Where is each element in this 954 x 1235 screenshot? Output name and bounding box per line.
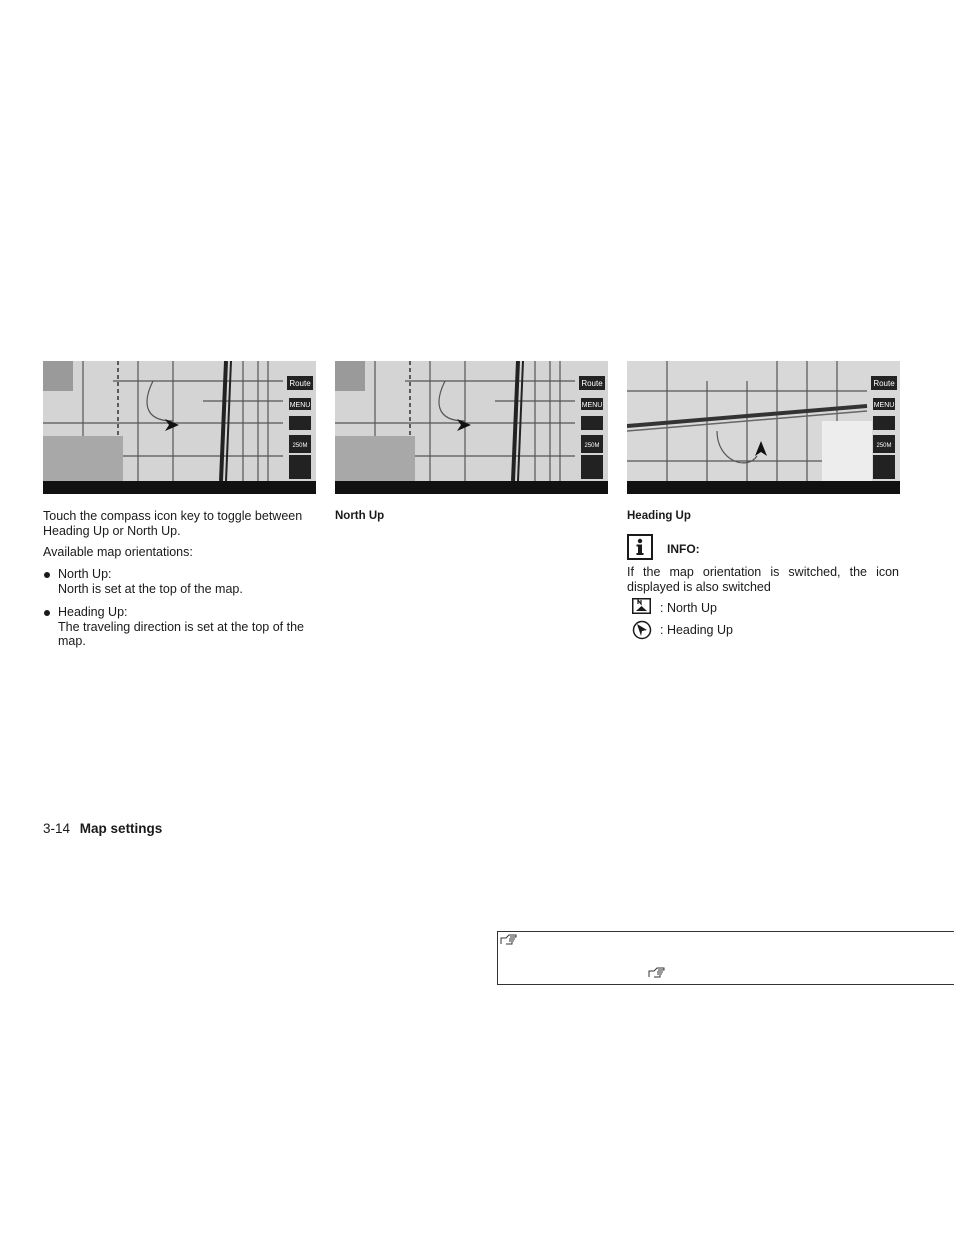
bullet-dot xyxy=(44,610,50,616)
list-item-heading-up xyxy=(58,605,315,649)
list-item-desc: The traveling direction is set at the top of the map. xyxy=(58,619,304,648)
map-route-button-label: Route xyxy=(873,379,895,388)
map-screenshot-north-up-left xyxy=(43,361,316,494)
caption-north-up: North Up xyxy=(335,510,385,522)
north-up-compass-icon xyxy=(632,598,651,614)
heading-up-compass-icon xyxy=(632,620,652,640)
pointing-hand-icon xyxy=(500,934,518,946)
map-menu-button-label: MENU xyxy=(581,402,603,409)
list-item-title: North Up: xyxy=(58,567,112,581)
intro-text: Touch the compass icon key to toggle between Heading Up or North Up. xyxy=(43,509,303,538)
map-menu-button-label: MENU xyxy=(289,402,311,409)
map-route-button-label: Route xyxy=(581,379,603,388)
map-screenshot-heading-up xyxy=(627,361,900,494)
info-text: If the map orientation is switched, the icon displayed is also switched xyxy=(627,565,899,594)
legend-north-up-label: : North Up xyxy=(660,601,717,615)
map-route-button-label: Route xyxy=(289,379,311,388)
list-item-desc: North is set at the top of the map. xyxy=(58,581,243,596)
page-footer xyxy=(43,821,162,836)
info-label: INFO: xyxy=(667,542,700,556)
map-scale-label: 250M xyxy=(584,443,600,449)
pointing-hand-icon xyxy=(648,967,666,979)
legend-heading-up-label: : Heading Up xyxy=(660,623,733,637)
map-scale-label: 250M xyxy=(876,443,892,449)
reference-box xyxy=(497,931,954,985)
bullet-dot xyxy=(44,572,50,578)
map-menu-button-label: MENU xyxy=(873,402,895,409)
info-icon xyxy=(627,534,653,560)
page-number: 3-14 xyxy=(43,821,71,836)
list-item-north-up xyxy=(58,567,315,596)
section-title: Map settings xyxy=(79,821,163,836)
list-item-title: Heading Up: xyxy=(58,605,128,619)
map-screenshot-north-up xyxy=(335,361,608,494)
map-scale-label: 250M xyxy=(292,443,308,449)
available-orientations-text: Available map orientations: xyxy=(43,545,193,559)
caption-heading-up: Heading Up xyxy=(627,510,691,522)
